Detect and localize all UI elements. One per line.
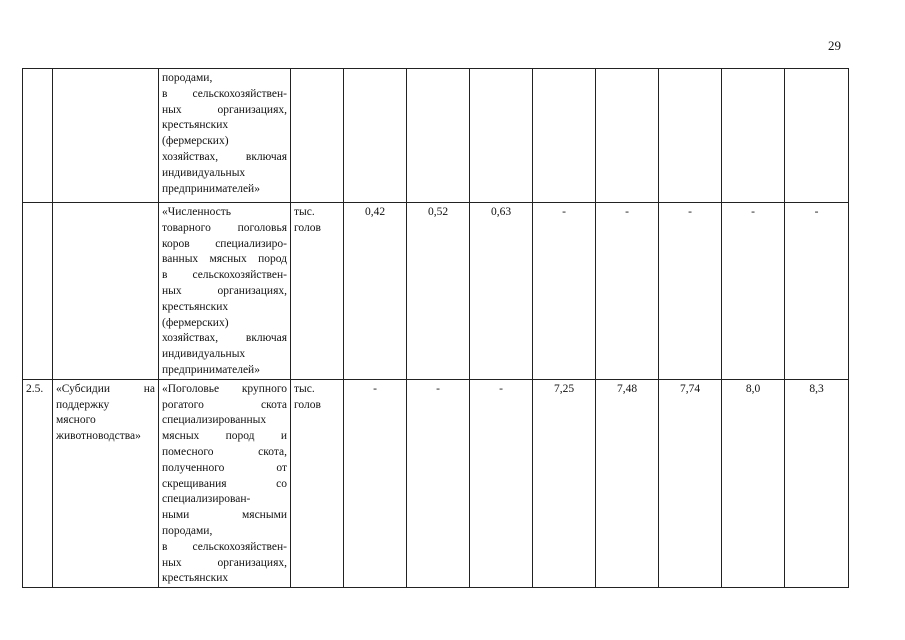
- unit-cell: [291, 69, 344, 203]
- value-cell: -: [344, 379, 407, 587]
- indicator-line: хозяйствах, включая: [162, 150, 287, 163]
- value-cell: [533, 69, 596, 203]
- value-cell: -: [659, 203, 722, 380]
- unit-line: тыс.: [294, 382, 315, 395]
- indicator-line: «Поголовье крупного: [162, 382, 287, 395]
- indicator-line: предпринимателей»: [162, 363, 260, 376]
- indicator-line: породами,: [162, 524, 213, 537]
- value-cell: [344, 69, 407, 203]
- value-cell: 7,74: [659, 379, 722, 587]
- value-cell: -: [722, 203, 785, 380]
- unit-line: тыс.: [294, 206, 315, 218]
- indicator-line: (фермерских): [162, 135, 229, 148]
- value-cell: [407, 69, 470, 203]
- value-cell: 7,48: [596, 379, 659, 587]
- indicator-line: ными мясными: [162, 509, 287, 522]
- indicator-line: хозяйствах, включая: [162, 332, 287, 345]
- value-cell: 7,25: [533, 379, 596, 587]
- value-cell: 0,52: [407, 203, 470, 380]
- row-number-cell: [23, 69, 53, 203]
- value-cell: [659, 69, 722, 203]
- value-cell: 0,42: [344, 203, 407, 380]
- unit-line: голов: [294, 221, 321, 234]
- table-row: [23, 379, 849, 587]
- indicator-line: полученного от: [162, 461, 287, 474]
- indicator-line: крестьянских: [162, 572, 229, 585]
- indicator-line: в сельскохозяйствен-: [162, 540, 287, 553]
- unit-cell: [291, 203, 344, 380]
- value-cell: [722, 69, 785, 203]
- indicator-line: специализированных: [162, 414, 267, 427]
- indicator-line: крестьянских: [162, 119, 229, 132]
- indicator-line: мясных пород и: [162, 430, 287, 443]
- indicator-line: ванных мясных пород: [162, 253, 287, 266]
- measure-name-cell: [53, 69, 159, 203]
- indicator-line: в сельскохозяйствен-: [162, 269, 287, 282]
- indicator-line: коров специализиро-: [162, 237, 287, 250]
- indicator-line: (фермерских): [162, 316, 229, 329]
- indicator-line: породами,: [162, 72, 213, 84]
- indicator-line: помесного скота,: [162, 445, 287, 458]
- value-cell: -: [407, 379, 470, 587]
- value-cell: -: [596, 203, 659, 380]
- measure-name-cell: [53, 203, 159, 380]
- indicator-line: «Численность: [162, 206, 232, 218]
- value-cell: -: [533, 203, 596, 380]
- table-row: [23, 203, 849, 380]
- indicator-cell: [159, 69, 291, 203]
- measure-name-line: мясного: [56, 414, 96, 427]
- indicator-line: ных организациях,: [162, 103, 287, 116]
- row-number-cell: 2.5.: [23, 379, 53, 587]
- indicator-line: ных организациях,: [162, 284, 287, 297]
- table-row: [23, 69, 849, 203]
- value-cell: 8,0: [722, 379, 785, 587]
- data-table: [22, 68, 849, 588]
- page-number: 29: [828, 38, 841, 53]
- indicator-line: крестьянских: [162, 300, 229, 313]
- unit-cell: [291, 379, 344, 587]
- value-cell: -: [785, 203, 849, 380]
- value-cell: [470, 69, 533, 203]
- indicator-line: специализирован-: [162, 493, 251, 506]
- indicator-line: предпринимателей»: [162, 182, 260, 195]
- value-cell: [785, 69, 849, 203]
- indicator-line: индивидуальных: [162, 348, 246, 361]
- indicator-line: в сельскохозяйствен-: [162, 87, 287, 100]
- indicator-cell: [159, 379, 291, 587]
- indicator-line: скрещивания со: [162, 477, 287, 490]
- value-cell: -: [470, 379, 533, 587]
- value-cell: 8,3: [785, 379, 849, 587]
- indicator-cell: [159, 203, 291, 380]
- indicator-line: товарного поголовья: [162, 221, 287, 234]
- measure-name-line: животноводства»: [56, 430, 141, 443]
- measure-name-line: поддержку: [56, 398, 110, 411]
- indicator-line: ных организациях,: [162, 556, 287, 569]
- measure-name-cell: [53, 379, 159, 587]
- unit-line: голов: [294, 398, 321, 411]
- row-number-cell: [23, 203, 53, 380]
- measure-name-line: «Субсидии на: [56, 382, 155, 395]
- indicator-line: индивидуальных: [162, 166, 246, 179]
- value-cell: 0,63: [470, 203, 533, 380]
- indicator-line: рогатого скота: [162, 398, 287, 411]
- value-cell: [596, 69, 659, 203]
